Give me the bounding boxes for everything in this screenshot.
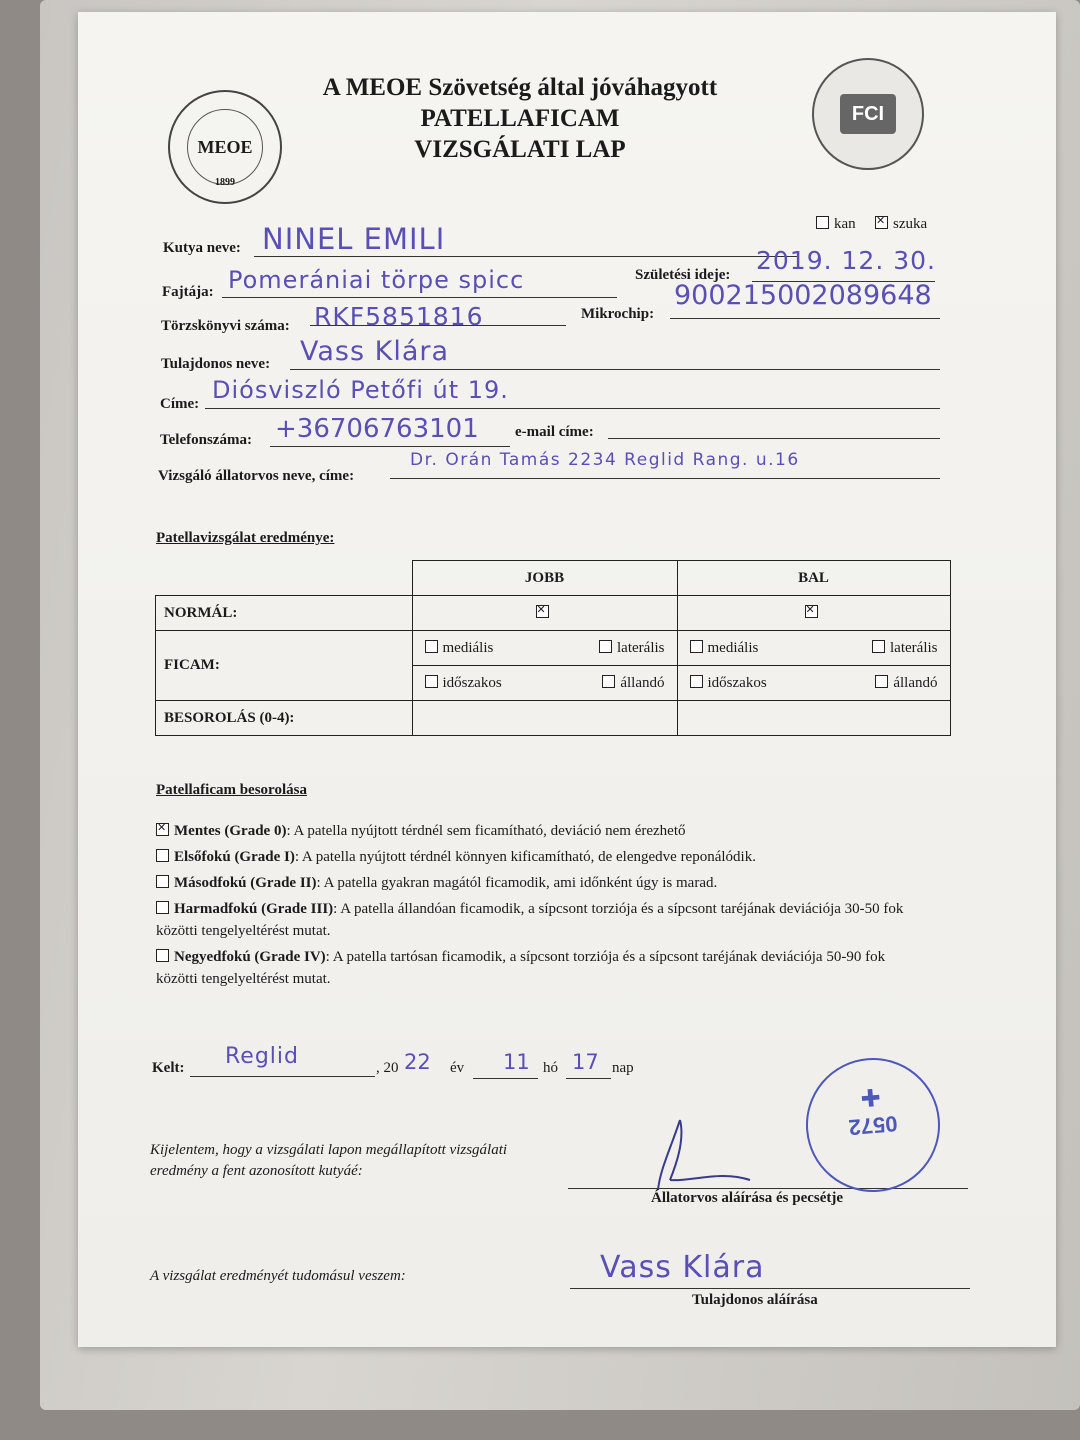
registration-value[interactable]: RKF5851816 [314, 302, 484, 331]
dog-name-line [254, 256, 799, 257]
sex-female-checkbox[interactable] [875, 216, 888, 229]
grade-2-label: Másodfokú (Grade II) [174, 875, 317, 891]
stamp-cross-icon: ✚ [859, 1082, 882, 1110]
left-grade-cell[interactable] [677, 701, 950, 736]
vet-line [390, 478, 940, 479]
grade-item-0[interactable] [156, 820, 936, 842]
grade-4-text: : A patella tartósan ficamodik, a sípcsont torziója és a sípcsont taréjának deviációja 50-90 fok közötti tengelyeltérést mutat. [156, 949, 886, 987]
year-prefix: , 20 [376, 1060, 399, 1076]
stamp-number: 0572 [847, 1110, 899, 1141]
title-line-1: A MEOE Szövetség által jóváhagyott [322, 74, 718, 101]
owner-line [290, 369, 940, 370]
left-ficam-type-cell [677, 666, 950, 701]
breed-label: Fajtája: [162, 284, 214, 300]
vet-signature-mark [640, 1110, 760, 1200]
left-lateral-label: laterális [890, 639, 938, 656]
email-line [608, 438, 940, 439]
right-ficam-type-cell [412, 666, 677, 701]
fci-seal-logo [812, 58, 924, 170]
grade-0-checkbox[interactable] [156, 823, 169, 836]
address-value[interactable]: Diósviszló Petőfi út 19. [212, 376, 509, 404]
month-suffix: hó [543, 1060, 558, 1076]
sex-female-label: szuka [893, 216, 928, 232]
left-ficam-direction-cell [677, 631, 950, 666]
left-medial-checkbox[interactable] [690, 640, 703, 653]
right-medial-label: mediális [442, 639, 494, 656]
breed-value[interactable]: Pomerániai törpe spicc [228, 266, 525, 294]
email-label: e-mail címe: [515, 424, 594, 440]
left-normal-cell [677, 596, 950, 631]
birth-value[interactable]: 2019. 12. 30. [756, 246, 936, 275]
col-left-header: BAL [677, 561, 950, 596]
right-normal-checkbox[interactable] [536, 605, 549, 618]
owner-signature-value: Vass Klára [600, 1250, 765, 1285]
fci-seal-inner: FCI [840, 94, 896, 134]
right-ficam-direction-cell [412, 631, 677, 666]
right-periodic-checkbox[interactable] [425, 675, 438, 688]
kelt-label: Kelt: [152, 1060, 185, 1076]
right-lateral-option[interactable] [599, 640, 664, 657]
right-periodic-option[interactable] [425, 675, 502, 692]
year-suffix: év [450, 1060, 465, 1076]
grade-item-3[interactable] [156, 898, 916, 942]
grade-1-label: Elsőfokú (Grade I) [174, 849, 295, 865]
left-periodic-label: időszakos [707, 674, 767, 691]
sex-male-option[interactable] [816, 216, 856, 233]
grade-0-label: Mentes (Grade 0) [174, 823, 287, 839]
vet-value[interactable]: Dr. Orán Tamás 2234 Reglid Rang. u.16 [410, 450, 800, 470]
microchip-line [670, 318, 940, 319]
left-lateral-option[interactable] [872, 640, 937, 657]
sex-male-label: kan [834, 216, 856, 232]
grade-3-label: Harmadfokú (Grade III) [174, 901, 334, 917]
left-medial-label: mediális [707, 639, 759, 656]
result-table [155, 560, 951, 736]
left-normal-checkbox[interactable] [805, 605, 818, 618]
grade-0-text: : A patella nyújtott térdnél sem ficamítható, deviáció nem érezhető [286, 823, 686, 839]
row-grade-label: BESOROLÁS (0-4): [156, 701, 413, 736]
declaration-text: Kijelentem, hogy a vizsgálati lapon megállapított vizsgálati eredmény a fent azonosított kutyáé: [150, 1142, 508, 1179]
owner-signature-label: Tulajdonos aláírása [692, 1292, 818, 1308]
row-normal-label: NORMÁL: [156, 596, 413, 631]
month-line [473, 1078, 538, 1079]
kelt-place-line [190, 1076, 375, 1077]
table-header-row [156, 561, 951, 596]
birth-label: Születési ideje: [635, 267, 731, 283]
grade-2-checkbox[interactable] [156, 875, 169, 888]
meoe-seal-inner [187, 109, 263, 185]
right-permanent-label: állandó [620, 674, 665, 691]
breed-line [222, 297, 617, 298]
right-lateral-label: laterális [617, 639, 665, 656]
right-grade-cell[interactable] [412, 701, 677, 736]
grade-item-2[interactable] [156, 872, 936, 894]
sex-male-checkbox[interactable] [816, 216, 829, 229]
right-permanent-checkbox[interactable] [602, 675, 615, 688]
vet-signature-line [568, 1188, 968, 1189]
table-row-normal [156, 596, 951, 631]
right-permanent-option[interactable] [602, 675, 664, 692]
left-permanent-option[interactable] [875, 675, 937, 692]
right-lateral-checkbox[interactable] [599, 640, 612, 653]
microchip-label: Mikrochip: [581, 306, 655, 322]
grade-1-text: : A patella nyújtott térdnél könnyen kificamítható, de elengedve reponálódik. [294, 849, 756, 865]
meoe-seal-logo [168, 90, 282, 204]
grade-4-checkbox[interactable] [156, 949, 169, 962]
right-periodic-label: időszakos [442, 674, 502, 691]
grade-3-checkbox[interactable] [156, 901, 169, 914]
left-periodic-option[interactable] [690, 675, 767, 692]
left-permanent-label: állandó [893, 674, 938, 691]
sex-female-option[interactable] [875, 216, 927, 233]
meoe-seal-year: 1899 [215, 177, 235, 188]
phone-value[interactable]: +36706763101 [275, 414, 479, 444]
vet-label: Vizsgáló állatorvos neve, címe: [158, 468, 355, 484]
grade-item-1[interactable] [156, 846, 936, 868]
left-permanent-checkbox[interactable] [875, 675, 888, 688]
grade-item-4[interactable] [156, 946, 916, 990]
dog-name-value[interactable]: NINEL EMILI [262, 222, 446, 256]
grade-3-text: : A patella állandóan ficamodik, a sípcsont torziója és a sípcsont taréjának deviációja 30-50 fok közötti tengelyeltérést mutat. [156, 901, 904, 939]
year-value[interactable]: 22 [404, 1050, 431, 1074]
title-line-2: PATELLAFICAM [420, 105, 620, 132]
owner-signature-line [570, 1288, 970, 1289]
grade-1-checkbox[interactable] [156, 849, 169, 862]
right-normal-cell [412, 596, 677, 631]
grading-section-title: Patellaficam besorolása [156, 782, 307, 798]
address-line [205, 408, 940, 409]
month-value[interactable]: 11 [503, 1050, 530, 1074]
phone-label: Telefonszáma: [160, 432, 252, 448]
address-label: Címe: [160, 396, 200, 412]
kelt-place-value[interactable]: Reglid [225, 1044, 299, 1069]
microchip-value[interactable]: 900215002089648 [674, 280, 932, 311]
title-line-3: VIZSGÁLATI LAP [414, 136, 626, 163]
left-lateral-checkbox[interactable] [872, 640, 885, 653]
dog-name-label: Kutya neve: [163, 240, 241, 256]
vet-signature-label: Állatorvos aláírása és pecsétje [651, 1190, 844, 1206]
owner-value[interactable]: Vass Klára [300, 336, 450, 367]
right-medial-option[interactable] [425, 640, 494, 657]
result-section-title: Patellavizsgálat eredménye: [156, 530, 335, 546]
col-right-header: JOBB [412, 561, 677, 596]
grade-2-text: : A patella gyakran magától ficamodik, ami időnként úgy is marad. [316, 875, 718, 891]
day-suffix: nap [612, 1060, 634, 1076]
row-ficam-label: FICAM: [156, 631, 413, 701]
grade-4-label: Negyedfokú (Grade IV) [174, 949, 326, 965]
meoe-seal-text: MEOE [197, 136, 253, 157]
registration-label: Törzskönyvi száma: [161, 318, 290, 334]
owner-label: Tulajdonos neve: [161, 356, 271, 372]
right-medial-checkbox[interactable] [425, 640, 438, 653]
form-title [270, 72, 770, 165]
phone-line [270, 446, 510, 447]
table-row-ficam-1 [156, 631, 951, 666]
day-line [566, 1078, 611, 1079]
table-row-grade [156, 701, 951, 736]
left-periodic-checkbox[interactable] [690, 675, 703, 688]
left-medial-option[interactable] [690, 640, 759, 657]
acknowledgement-text: A vizsgálat eredményét tudomásul veszem: [150, 1268, 406, 1284]
day-value[interactable]: 17 [572, 1050, 599, 1074]
